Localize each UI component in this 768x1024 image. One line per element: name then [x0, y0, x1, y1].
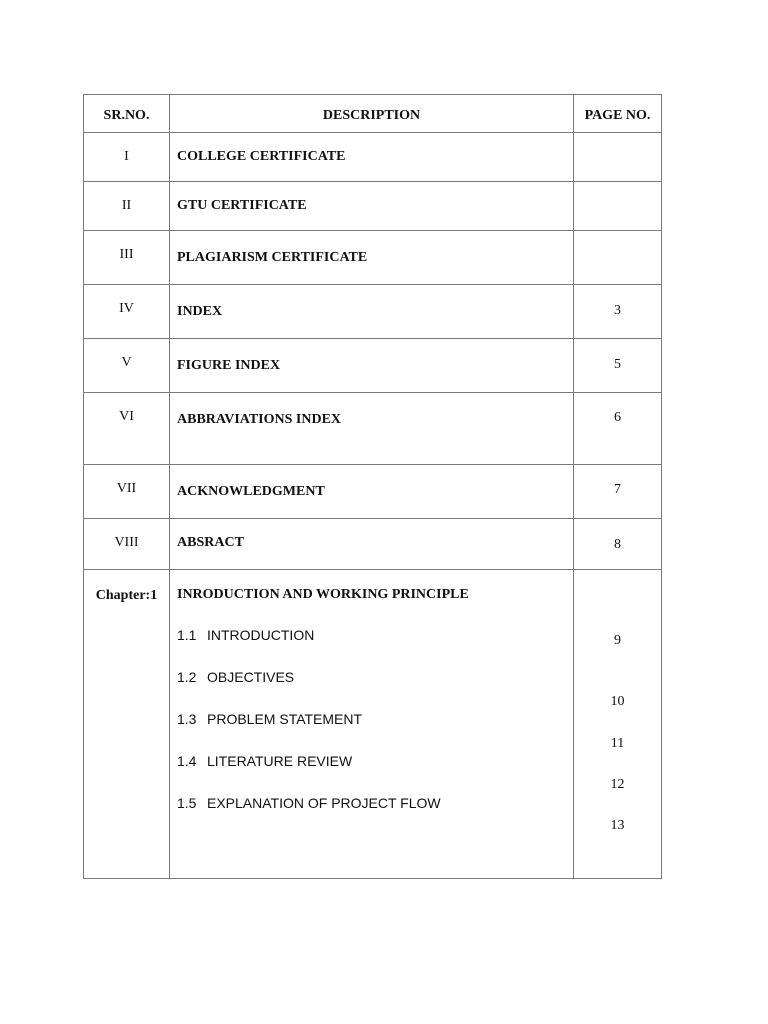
page-cell — [574, 133, 662, 182]
sr-cell: VIII — [84, 519, 170, 570]
table-row — [84, 231, 662, 285]
description-cell: ABBRAVIATIONS INDEX — [170, 393, 574, 465]
table-row — [84, 339, 662, 393]
sr-cell: I — [84, 133, 170, 182]
page-number: 13 — [610, 818, 625, 833]
description-cell: FIGURE INDEX — [170, 339, 574, 393]
section-number: 1.4 — [177, 753, 197, 769]
section-item — [177, 669, 573, 711]
sr-cell: V — [84, 339, 170, 393]
section-title: OBJECTIVES — [207, 669, 295, 685]
section-item — [177, 711, 573, 753]
table-row — [84, 285, 662, 339]
section-number: 1.2 — [177, 669, 197, 685]
section-number: 1.3 — [177, 711, 197, 727]
section-title: EXPLANATION OF PROJECT FLOW — [207, 795, 441, 811]
sr-cell: II — [84, 182, 170, 231]
page-cell: 8 — [574, 519, 662, 570]
header-row — [84, 95, 662, 133]
chapter-pages-cell — [574, 570, 662, 879]
sr-cell: III — [84, 231, 170, 285]
page-cell: 7 — [574, 465, 662, 519]
page-number: 10 — [610, 694, 625, 709]
chapter-page-numbers — [574, 570, 661, 878]
description-cell: ACKNOWLEDGMENT — [170, 465, 574, 519]
table-row — [84, 465, 662, 519]
section-title: PROBLEM STATEMENT — [207, 711, 363, 727]
section-item — [177, 753, 573, 795]
table-row — [84, 519, 662, 570]
header-sr-no: SR.NO. — [84, 95, 170, 133]
section-item — [177, 627, 573, 669]
page-cell: 6 — [574, 393, 662, 465]
chapter-label: Chapter:1 — [84, 570, 170, 879]
chapter-title: INRODUCTION AND WORKING PRINCIPLE — [177, 587, 469, 602]
description-cell: COLLEGE CERTIFICATE — [170, 133, 574, 182]
page-cell: 3 — [574, 285, 662, 339]
table-row — [84, 393, 662, 465]
section-title: LITERATURE REVIEW — [207, 753, 353, 769]
description-cell: PLAGIARISM CERTIFICATE — [170, 231, 574, 285]
sr-cell: IV — [84, 285, 170, 339]
sr-cell: VII — [84, 465, 170, 519]
sr-cell: VI — [84, 393, 170, 465]
page-number: 12 — [610, 777, 625, 792]
page-number: 11 — [610, 736, 625, 751]
description-cell: ABSRACT — [170, 519, 574, 570]
chapter-row — [84, 570, 662, 879]
header-description: DESCRIPTION — [170, 95, 574, 133]
section-item — [177, 795, 573, 851]
section-number: 1.1 — [177, 627, 197, 643]
section-title: INTRODUCTION — [207, 627, 315, 643]
page-cell — [574, 231, 662, 285]
chapter-description-cell — [170, 570, 574, 879]
page-cell — [574, 182, 662, 231]
description-cell: GTU CERTIFICATE — [170, 182, 574, 231]
index-table — [83, 94, 662, 879]
section-number: 1.5 — [177, 795, 197, 811]
page-cell: 5 — [574, 339, 662, 393]
table-row — [84, 182, 662, 231]
description-cell: INDEX — [170, 285, 574, 339]
header-page-no: PAGE NO. — [574, 95, 662, 133]
page-number: 9 — [614, 633, 621, 648]
table-row — [84, 133, 662, 182]
